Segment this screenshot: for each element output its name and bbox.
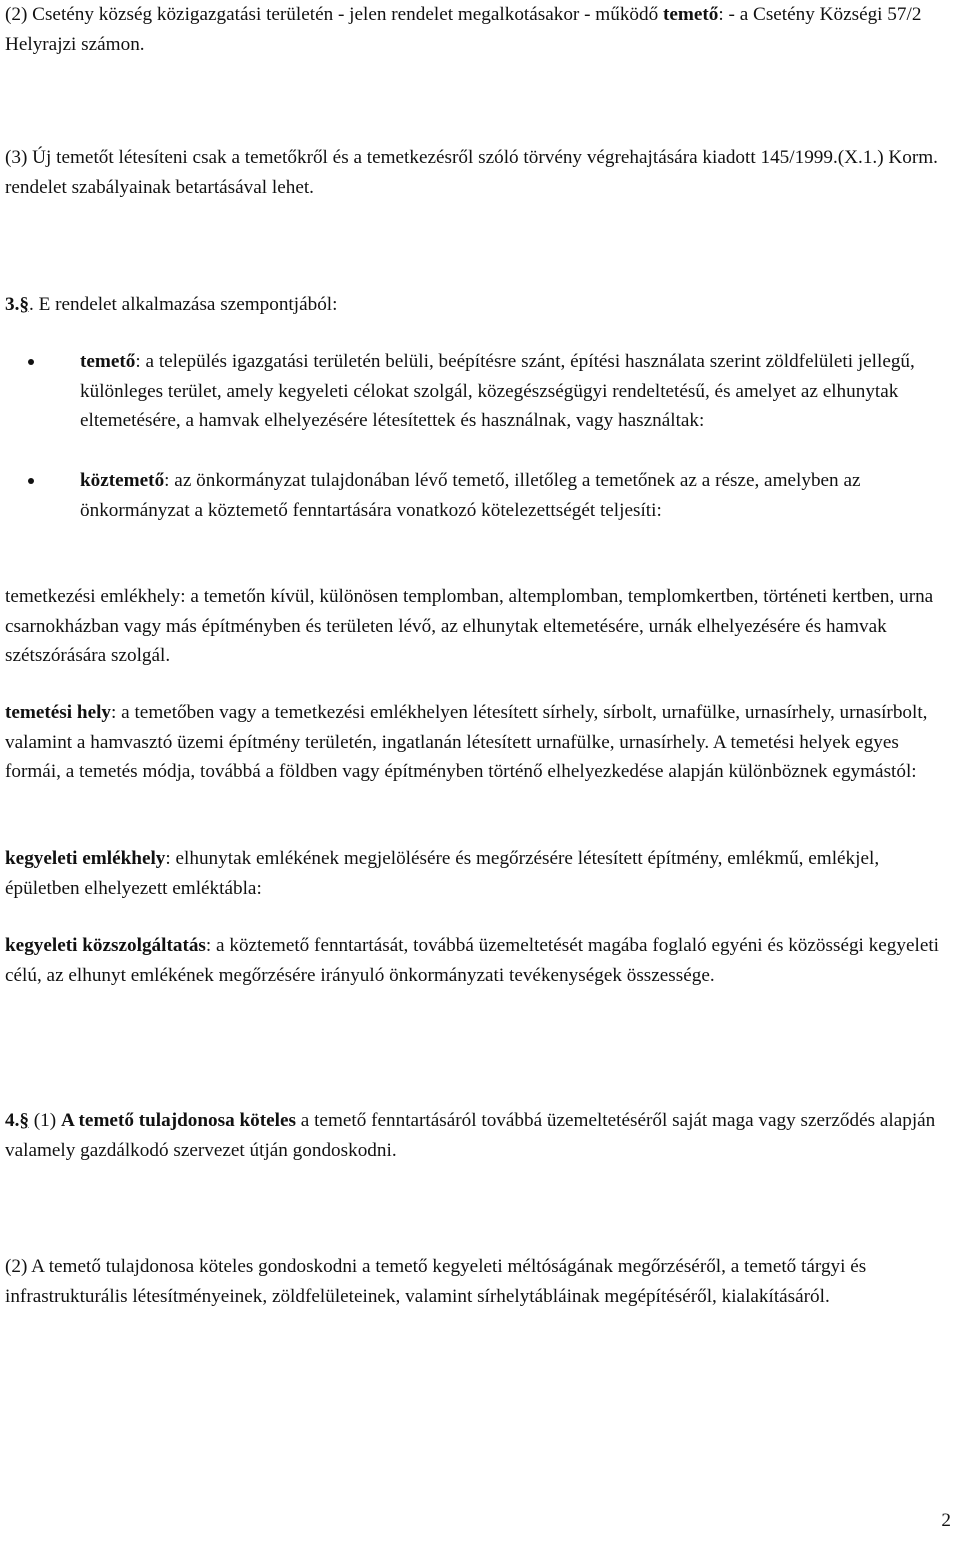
definition-term: kegyeleti közszolgáltatás [5,935,206,956]
section-3-intro: . E rendelet alkalmazása szempontjából: [28,294,338,315]
paragraph-2 [5,0,957,59]
paragraph-2-text: (2) Csetény község közigazgatási területén - jelen rendelet megalkotásakor - működő [5,4,663,25]
section-symbol: § [19,294,29,315]
section-4-paragraph-2: (2) A temető tulajdonosa köteles gondoskodni a temető kegyeleti méltóságának megőrzéséről, a temető tárgyi és infrastrukturális létesítményeinek, zöldfelületeinek, valamint sírhelytábláinak megépítéséről, kialakításáról. [5,1256,867,1307]
section-symbol: § [19,1110,29,1131]
definition-kegyeleti-emlekhely [5,844,957,903]
definition-text: : a temetőben vagy a temetkezési emlékhelyen létesített sírhely, sírbolt, urnafülke, urnasírhely, urnasírbolt, valamint a hamvasztó üzemi építmény területén, ingatlanán létesített urnafülke, urnasírhely. A temetési helyek egyes formái, a temetés módja, továbbá a földben vagy építményben történő elhelyezkedése alapján különböznek egymástól: [5,702,928,782]
section-4-paragraph-1 [5,1106,957,1165]
bullet-icon [28,478,34,484]
section-4-number: 4. [5,1110,20,1131]
definition-text: : elhunytak emlékének megjelölésére és megőrzésére létesített építmény, emlékmű, emlékjel, épületben elhelyezett emléktábla: [5,848,880,899]
bullet-icon [28,359,34,365]
definition-term: köztemető [80,470,165,491]
definition-temetkezesi-emlekhely: temetkezési emlékhely: a temetőn kívül, különösen templomban, altemplomban, templomkertben, történeti kertben, urna csarnokházban vagy más építményben és területen lévő, az elhunytak eltemetésére, urnák elhelyezésére és hamvak szétszórására szolgál. [5,586,934,666]
paragraph-2-tail: : - a Csetény Községi 57/2 Helyrajzi számon. [5,4,922,55]
definition-term: temetési hely [5,702,112,723]
section-3-number: 3. [5,294,20,315]
term-temeto: temető [663,4,719,25]
section-4-subnumber: (1) [28,1110,61,1131]
definition-text: : a település igazgatási területén belüli, beépítésre szánt, építési használata szerint zöldfelületi jellegű, különleges terület, amely kegyeleti célokat szolgál, közegészségügyi rendeltetésű, és amelyet az elhunytak eltemetésére, a hamvak elhelyezésére létesítettek és használnak, vagy használtak: [80,351,915,431]
definition-term: temető [80,351,136,372]
section-4-text: a temető fenntartásáról továbbá üzemeltetéséről saját maga vagy szerződés alapján valamely gazdálkodó szervezet útján gondoskodni. [5,1110,936,1161]
section-3-heading [5,290,957,320]
definition-list-item [80,466,960,525]
definition-kegyeleti-kozszolgaltatas [5,931,957,990]
paragraph-3: (3) Új temetőt létesíteni csak a temetőkről és a temetkezésről szóló törvény végrehajtására kiadott 145/1999.(X.1.) Korm. rendelet szabályainak betartásával lehet. [5,147,938,198]
definition-term: kegyeleti emlékhely [5,848,166,869]
definition-list-item [80,347,960,436]
definition-temetesi-hely [5,698,957,787]
definition-text: : a köztemető fenntartását, továbbá üzemeltetését magába foglaló egyéni és közösségi kegyeleti célú, az elhunyt emlékének megőrzésére irányuló önkormányzati tevékenységek összessége. [5,935,940,986]
page-number: 2 [941,1510,951,1531]
definition-text: : az önkormányzat tulajdonában lévő temető, illetőleg a temetőnek az a része, amelyben az önkormányzat a köztemető fenntartására vonatkozó kötelezettségét teljesíti: [80,470,861,521]
section-4-emphasis: A temető tulajdonosa köteles [60,1110,296,1131]
